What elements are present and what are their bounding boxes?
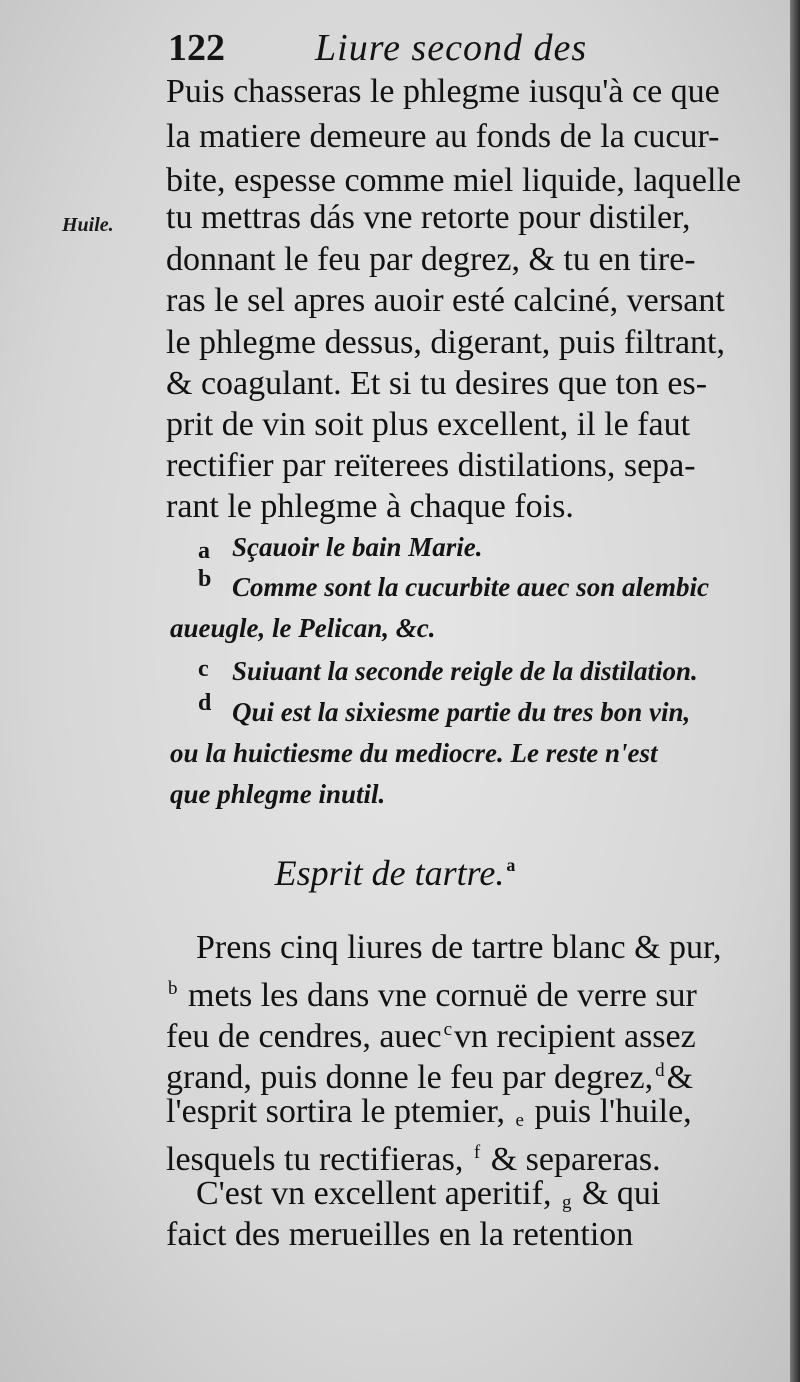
- line-text: lesquels tu rectifieras,: [166, 1141, 464, 1178]
- note-line: Sçauoir le bain Marie.: [232, 532, 483, 562]
- text-line: ras le sel apres auoir esté calciné, versant: [166, 282, 725, 319]
- note-letter: d: [198, 690, 212, 716]
- page-number: 122: [168, 27, 225, 69]
- note-line: aueugle, le Pelican, &c.: [170, 613, 436, 643]
- line-text: feu de cendres, auec: [166, 1018, 442, 1055]
- text-line: Prens cinq liures de tartre blanc & pur,: [196, 929, 722, 966]
- line-text: C'est vn excellent aperitif,: [196, 1175, 552, 1212]
- text-line: le phlegme dessus, digerant, puis filtrant,: [166, 324, 725, 361]
- line-text: &: [666, 1059, 694, 1096]
- line-text: grand, puis donne le feu par degrez,: [166, 1059, 654, 1096]
- text-line: rectifier par reïterees distilations, sepa-: [166, 447, 696, 484]
- note-letter: c: [198, 656, 209, 682]
- note-marker: d: [655, 1060, 665, 1081]
- page-edge-shadow: [790, 0, 800, 1382]
- text-line: tu mettras dás vne retorte pour distiler,: [166, 199, 691, 236]
- line-text: & qui: [581, 1175, 661, 1212]
- note-marker: g: [561, 1192, 572, 1213]
- note-marker: a: [506, 855, 516, 875]
- note-line: Suiuant la seconde reigle de la distilation.: [232, 656, 698, 686]
- text-line: [166, 969, 697, 1016]
- note-marker: c: [443, 1019, 453, 1040]
- note-letter: b: [198, 566, 212, 592]
- note-letter: a: [198, 538, 210, 564]
- note-marker: f: [473, 1142, 481, 1163]
- text-line: faict des merueilles en la retention: [166, 1216, 634, 1253]
- text-line: [166, 1051, 693, 1098]
- text-line: [166, 1010, 696, 1057]
- section-heading: [0, 852, 790, 894]
- line-text: vn recipient assez: [454, 1018, 696, 1055]
- line-text: mets les dans vne cornuë de verre sur: [188, 977, 697, 1014]
- note-marker: e: [515, 1110, 524, 1131]
- running-title: Liure second des: [315, 27, 588, 69]
- note-marker: b: [168, 978, 178, 999]
- text-line: bite, espesse comme miel liquide, laquelle: [166, 162, 741, 199]
- text-line: donnant le feu par degrez, & tu en tire-: [166, 241, 696, 278]
- running-header: [160, 22, 760, 72]
- note-line: Comme sont la cucurbite auec son alembic: [232, 572, 709, 602]
- note-line: ou la huictiesme du mediocre. Le reste n'est: [170, 738, 658, 768]
- text-line: & coagulant. Et si tu desires que ton es-: [166, 365, 708, 402]
- text-line: rant le phlegme à chaque fois.: [166, 488, 574, 525]
- line-text: l'esprit sortira le ptemier,: [166, 1093, 505, 1130]
- line-text: puis l'huile,: [534, 1093, 692, 1130]
- line-text: & separeras.: [490, 1141, 661, 1178]
- text-line: prit de vin soit plus excellent, il le faut: [166, 406, 691, 443]
- text-line: la matiere demeure au fonds de la cucur-: [166, 118, 720, 155]
- text-line: Puis chasseras le phlegme iusqu'à ce que: [166, 73, 720, 110]
- margin-note: Huile.: [62, 214, 114, 236]
- note-line: Qui est la sixiesme partie du tres bon vin,: [232, 697, 691, 727]
- text-line: [166, 1133, 661, 1180]
- section-heading-text: Esprit de tartre.: [274, 853, 505, 893]
- note-line: que phlegme inutil.: [170, 779, 386, 809]
